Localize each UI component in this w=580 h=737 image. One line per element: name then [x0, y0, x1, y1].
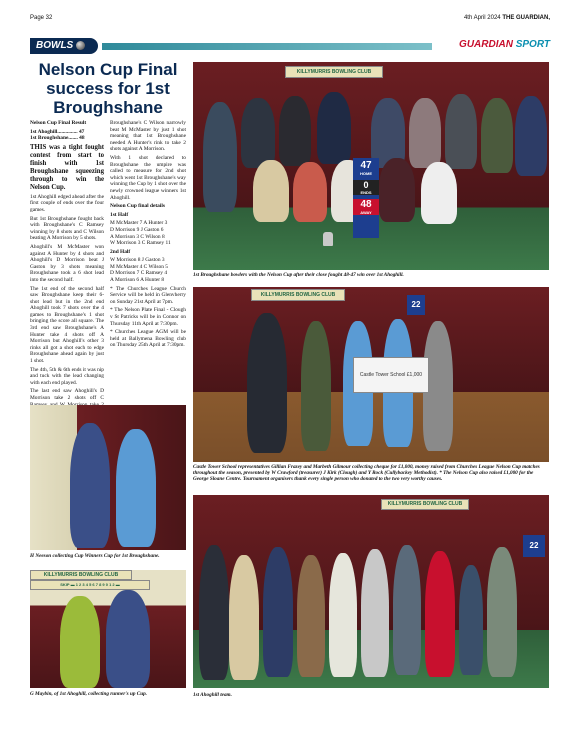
presentation-cheque: Castle Tower School £1,000 — [353, 357, 429, 393]
article-paragraph: The 4th, 5th & 6th ends it was nip and tuck with the lead changing with each end played. — [30, 366, 104, 386]
bowling-ball-icon — [76, 41, 85, 50]
score-line: M McMaster 7 A Hunter 3 — [110, 220, 168, 227]
bowls-section-label: BOWLS — [30, 38, 98, 54]
team-photo-ahoghill — [193, 495, 549, 688]
winners-cup-photo — [30, 405, 186, 550]
notice: * The Nelson Plate Final - Clough v St Patricks will be in Connor on Thursday 11th April at 7:30pm. — [110, 307, 186, 327]
scoreboard-small: 22 — [407, 295, 425, 315]
score-line: M McMaster 4 C Wilson 5 — [110, 263, 168, 270]
caption-runner: G Maybin, of 1st Ahoghill, collecting runner's up Cup. — [30, 691, 147, 697]
article-paragraph: Broughshane's C Wilson narrowly beat M McMaster by just 1 shot meaning that 1st Broughshane needed A Hunter's rink to take 2 shots against A Morrison. — [110, 120, 186, 153]
article-paragraph: Ahoghill's M McMaster won against A Hunter by 4 shots and Ahoghill's D Morrison beat J Gaston by 3 shots meaning Broughshane took a 6 shot lead into the second half. — [30, 243, 104, 283]
score-line: W Morrison 8 J Gaston 3 — [110, 257, 165, 264]
details-heading: Nelson Cup final details — [110, 203, 165, 210]
result-heading: Nelson Cup Final Result — [30, 120, 87, 126]
runner-up-photo — [30, 570, 186, 688]
club-banner: KILLYMURRIS BOWLING CLUB — [285, 66, 383, 78]
article-paragraph: But 1st Broughshane fought back with Broughshane's C Ramsey winning by 8 shots and C Wilson beating A Morrison by 5 shots. — [30, 215, 104, 242]
article-paragraph: With 1 shot declared to Broughshane the umpire was called to measure for 2nd shot which went 1st Broughshane's way winning the Cup by 1 shot over the newly crowned league winners 1st Ahoghill. — [110, 154, 186, 201]
scoreboard: 47 HOME 0 ENDS 48 AWAY — [353, 158, 379, 238]
skip-strip: SKIP ▬ 1 2 3 4 5 6 7 8 9 0 1 2 ▬ — [30, 580, 150, 590]
result-line-2: 1st Broughshane....... 48 — [30, 135, 85, 142]
caption-winners: H Neeson collecting Cup Winners Cup for 1st Broughshane. — [30, 553, 160, 559]
guardian-sport-logo: GUARDIAN SPORT — [459, 39, 550, 50]
section-bar — [30, 38, 550, 54]
result-line-1: 1st Ahoghill............... 47 — [30, 128, 85, 135]
score-line: W Morrison 3 C Ramsey 11 — [110, 240, 171, 247]
scoreboard-small: 22 — [523, 535, 545, 557]
score-line: D Morrison 7 C Ramsey 4 — [110, 270, 168, 277]
page-header — [30, 12, 550, 24]
trophy-icon — [323, 232, 333, 246]
club-banner: KILLYMURRIS BOWLING CLUB — [30, 570, 132, 580]
issue-date: 4th April 2024 THE GUARDIAN, — [463, 15, 550, 21]
caption-team: 1st Ahoghill team. — [193, 692, 232, 698]
first-half-heading: 1st Half — [110, 211, 129, 218]
page-number: Page 32 — [30, 15, 53, 21]
score-line: D Morrison 9 J Gaston 6 — [110, 226, 164, 233]
team-photo-broughshane — [193, 62, 549, 270]
score-line: A Morrison 3 C Wilson 8 — [110, 233, 165, 240]
second-half-heading: 2nd Half — [110, 248, 131, 255]
headline: Nelson Cup Final success for 1st Broughshane — [38, 60, 178, 117]
score-line: A Morrison 6 A Hunter 8 — [110, 277, 165, 284]
article-paragraph: The last end saw Ahoghill's D Morrison take 2 shots off C — [30, 388, 104, 401]
article-paragraph: The 1st end of the second half saw Broughshane keep their 6-shot lead but in the 2nd end Ahoghill took 7 shots over the 4 games to Broughshane's 1 shot bringing the score all square. The 3rd end saw Broughshane's A Hunter take 4 shots off A Morrison but Ahoghill's other 3 rinks all got a shot each to edge Broughshane ahead again by just 1 shot. — [30, 285, 104, 365]
cheque-photo — [193, 287, 549, 462]
article-column-1 — [30, 120, 104, 417]
article-paragraph: 1st Ahoghill edged ahead after the first couple of ends over the four games. — [30, 193, 104, 213]
article-lead: THIS was a tight fought contest from start to finish with 1st Broughshane squeezing through to win the Nelson Cup. — [30, 143, 104, 191]
caption-main: 1st Broughshane bowlers with the Nelson Cup after their close fought 48-47 win over 1st Ahoghill. — [193, 272, 404, 278]
caption-cheque: Castle Tower School representatives Gillian Frazey and Marbeth Gilmour collecting cheque for £1,000, money raised from Churches League Nelson Cup matches throughout the season, presented by W Crawford (treasurer) J Kirk (Clough) and Y Rock (Cullybackey Methodist). * The Nelson Cup also raised £1,000 for the George Sloane Centre. Tournament organisers thank every single person who donated to the two very worthy causes. — [193, 464, 540, 483]
article-column-2 — [110, 120, 186, 351]
notice: * The Churches League Church Service will be held in Glenvherry on Sunday 21st April at 7pm. — [110, 285, 186, 305]
section-stripe — [102, 43, 432, 50]
club-banner: KILLYMURRIS BOWLING CLUB — [251, 289, 345, 301]
notice: * Churches League AGM will be held at Ballymena Bowling club on Thursday 25th April at 7:30pm. — [110, 329, 186, 349]
club-banner: KILLYMURRIS BOWLING CLUB — [381, 499, 469, 510]
